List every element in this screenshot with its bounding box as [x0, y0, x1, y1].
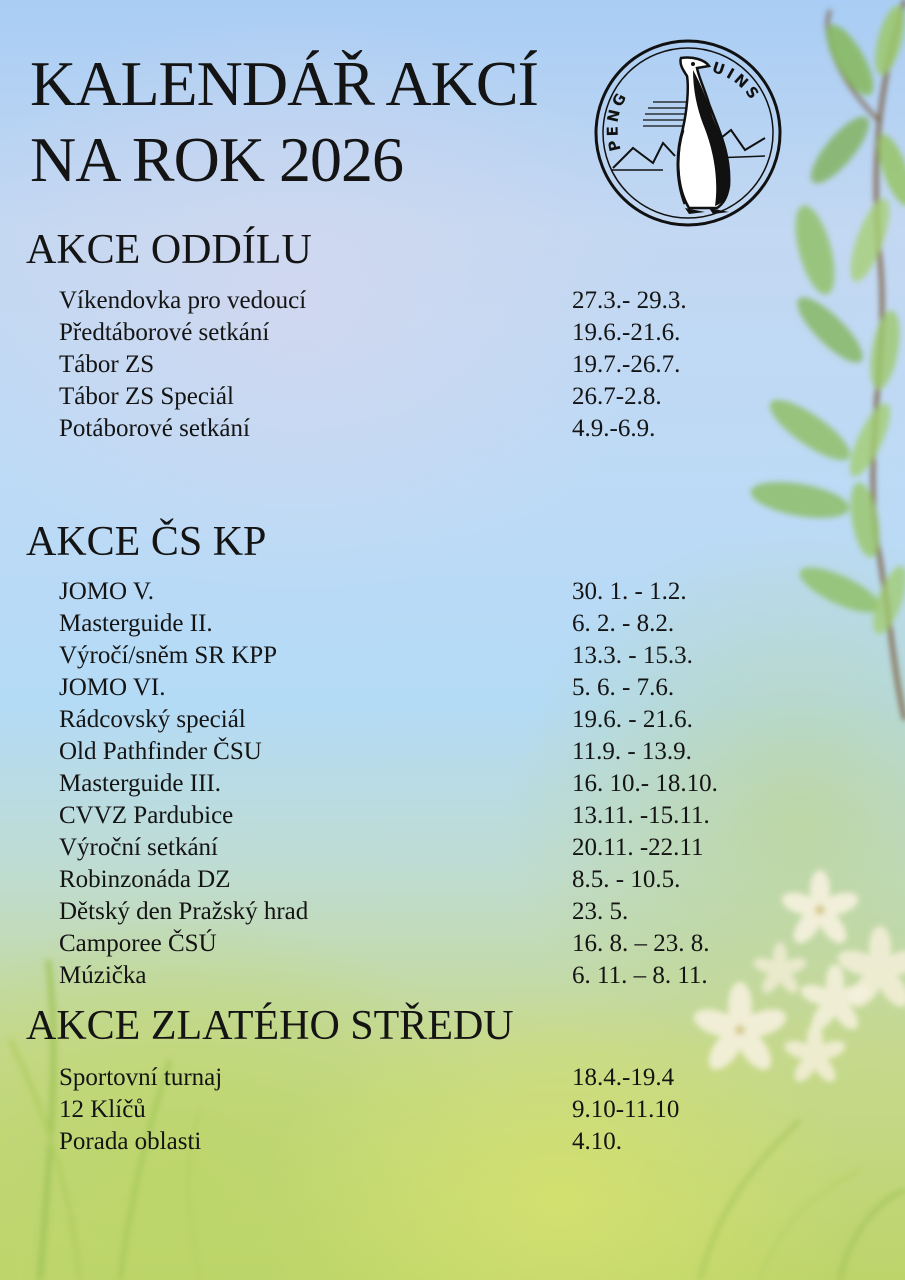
svg-text:PENG	[603, 88, 631, 153]
event-name: 12 Klíčů	[59, 1096, 146, 1123]
event-row	[59, 928, 759, 960]
logo-text-left: PENG	[603, 87, 632, 153]
event-date: 18.4.-19.4	[572, 1064, 675, 1091]
event-date: 8.5. - 10.5.	[572, 866, 681, 893]
event-row	[59, 960, 759, 992]
event-row	[59, 640, 759, 672]
event-date: 19.6. - 21.6.	[572, 706, 693, 733]
event-name: Tábor ZS	[59, 351, 155, 378]
event-name: Robinzonáda DZ	[59, 866, 231, 893]
event-row	[59, 896, 759, 928]
event-date: 16. 8. – 23. 8.	[572, 930, 710, 957]
event-name: Masterguide II.	[59, 610, 213, 637]
event-row	[59, 736, 759, 768]
event-date: 4.9.-6.9.	[572, 415, 656, 442]
event-row	[59, 864, 759, 896]
event-row	[59, 1094, 759, 1126]
penguin-icon	[678, 57, 729, 214]
event-name: Výroční setkání	[59, 834, 218, 861]
title-line-1: KALENDÁŘ AKCÍ	[30, 48, 538, 119]
event-row	[59, 832, 759, 864]
event-date: 16. 10.- 18.10.	[572, 770, 718, 797]
event-date: 20.11. -22.11	[572, 834, 704, 861]
event-row	[59, 381, 759, 413]
event-row	[59, 1062, 759, 1094]
title-line-2: NA ROK 2026	[30, 124, 404, 195]
event-name: Old Pathfinder ČSU	[59, 738, 262, 765]
event-date: 30. 1. - 1.2.	[572, 578, 687, 605]
event-date: 6. 2. - 8.2.	[572, 610, 675, 637]
event-name: Předtáborové setkání	[59, 319, 270, 346]
event-row	[59, 672, 759, 704]
event-name: Víkendovka pro vedoucí	[59, 287, 307, 314]
event-name: Tábor ZS Speciál	[59, 383, 234, 410]
event-date: 13.3. - 15.3.	[572, 642, 693, 669]
event-list-akce-oddilu	[59, 285, 759, 445]
event-date: 6. 11. – 8. 11.	[572, 962, 708, 989]
event-row	[59, 285, 759, 317]
section-heading-akce-oddilu: AKCE ODDÍLU	[26, 227, 312, 273]
event-date: 19.7.-26.7.	[572, 351, 681, 378]
event-row	[59, 704, 759, 736]
section-heading-akce-zlateho-stredu: AKCE ZLATÉHO STŘEDU	[26, 1003, 514, 1049]
event-row	[59, 1126, 759, 1158]
event-date: 4.10.	[572, 1128, 622, 1155]
event-date: 9.10-11.10	[572, 1096, 680, 1123]
event-row	[59, 800, 759, 832]
page-title	[30, 46, 538, 198]
event-name: Porada oblasti	[59, 1128, 202, 1155]
event-row	[59, 608, 759, 640]
event-date: 13.11. -15.11.	[572, 802, 710, 829]
logo-text-right: UINS	[709, 58, 765, 105]
event-row	[59, 317, 759, 349]
event-date: 23. 5.	[572, 898, 629, 925]
section-heading-akce-cs-kp: AKCE ČS KP	[26, 519, 267, 565]
event-row	[59, 576, 759, 608]
event-name: Rádcovský speciál	[59, 706, 246, 733]
event-date: 27.3.- 29.3.	[572, 287, 687, 314]
event-name: Potáborové setkání	[59, 415, 250, 442]
event-name: Sportovní turnaj	[59, 1064, 223, 1091]
event-date: 26.7-2.8.	[572, 383, 662, 410]
event-row	[59, 768, 759, 800]
event-name: JOMO V.	[59, 578, 154, 605]
event-date: 19.6.-21.6.	[572, 319, 681, 346]
event-row	[59, 413, 759, 445]
penguins-logo	[593, 38, 783, 228]
event-date: 11.9. - 13.9.	[572, 738, 692, 765]
event-name: Múzička	[59, 962, 147, 989]
event-date: 5. 6. - 7.6.	[572, 674, 675, 701]
event-name: Výročí/sněm SR KPP	[59, 642, 278, 669]
event-name: Camporee ČSÚ	[59, 930, 217, 957]
event-list-akce-zlateho-stredu	[59, 1062, 759, 1158]
event-list-akce-cs-kp	[59, 576, 759, 992]
event-name: JOMO VI.	[59, 674, 166, 701]
event-name: Masterguide III.	[59, 770, 221, 797]
event-row	[59, 349, 759, 381]
event-name: CVVZ Pardubice	[59, 802, 234, 829]
event-name: Dětský den Pražský hrad	[59, 898, 309, 925]
